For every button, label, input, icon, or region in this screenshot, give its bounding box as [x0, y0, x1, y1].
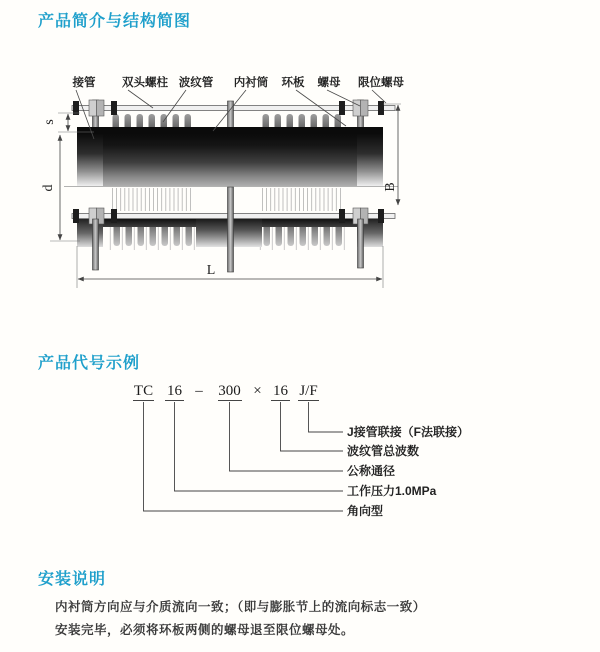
dim-l: L	[206, 263, 216, 278]
part-label-bellows: 波纹管	[178, 77, 214, 89]
code-seg-waves: 16	[273, 383, 288, 399]
structure-diagram	[30, 68, 420, 298]
callout-wave-count: 波纹管总波数	[347, 444, 420, 458]
section-heading-install: 安装说明	[38, 571, 107, 588]
code-seg-diameter: 300	[218, 383, 241, 399]
code-seg-dash: –	[195, 383, 203, 399]
callout-nominal-diameter: 公称通径	[347, 464, 396, 478]
bellows-hatching	[113, 188, 341, 211]
dim-b: B	[383, 182, 398, 192]
install-instruction-line1: 内衬筒方向应与介质流向一致；（即与膨胀节上的流向标志一致）	[55, 600, 426, 614]
part-label-nut: 螺母	[317, 77, 341, 89]
callout-angular-type: 角向型	[347, 504, 384, 518]
part-label-ring-plate: 环板	[281, 77, 305, 89]
code-seg-times: ×	[253, 383, 262, 399]
code-connectors	[144, 402, 344, 511]
joint-body-upper	[77, 128, 383, 186]
dim-s: s	[42, 119, 57, 125]
code-seg-connection: J/F	[299, 383, 318, 399]
part-label-double-head-stud: 双头螺柱	[122, 77, 168, 89]
pipe-end-right	[357, 127, 383, 186]
section-heading-code: 产品代号示例	[38, 355, 141, 372]
callout-connection: J接管联接（F法联接）	[347, 425, 470, 439]
code-seg-type: TC	[133, 383, 154, 399]
callout-working-pressure: 工作压力1.0MPa	[347, 484, 437, 498]
code-seg-pressure: 16	[167, 383, 182, 399]
part-label-inner-liner: 内衬筒	[233, 77, 269, 89]
inner-liner-band	[77, 127, 383, 134]
pipe-end-left	[77, 127, 103, 186]
section-heading-intro: 产品简介与结构简图	[38, 13, 192, 30]
install-instruction-line2: 安装完毕，必须将环板两侧的螺母退至限位螺母处。	[55, 623, 355, 637]
dim-d: d	[41, 184, 56, 192]
part-label-connecting-pipe: 接管	[72, 77, 96, 89]
part-label-limit-nut: 限位螺母	[358, 77, 404, 89]
product-code-diagram	[100, 376, 500, 524]
